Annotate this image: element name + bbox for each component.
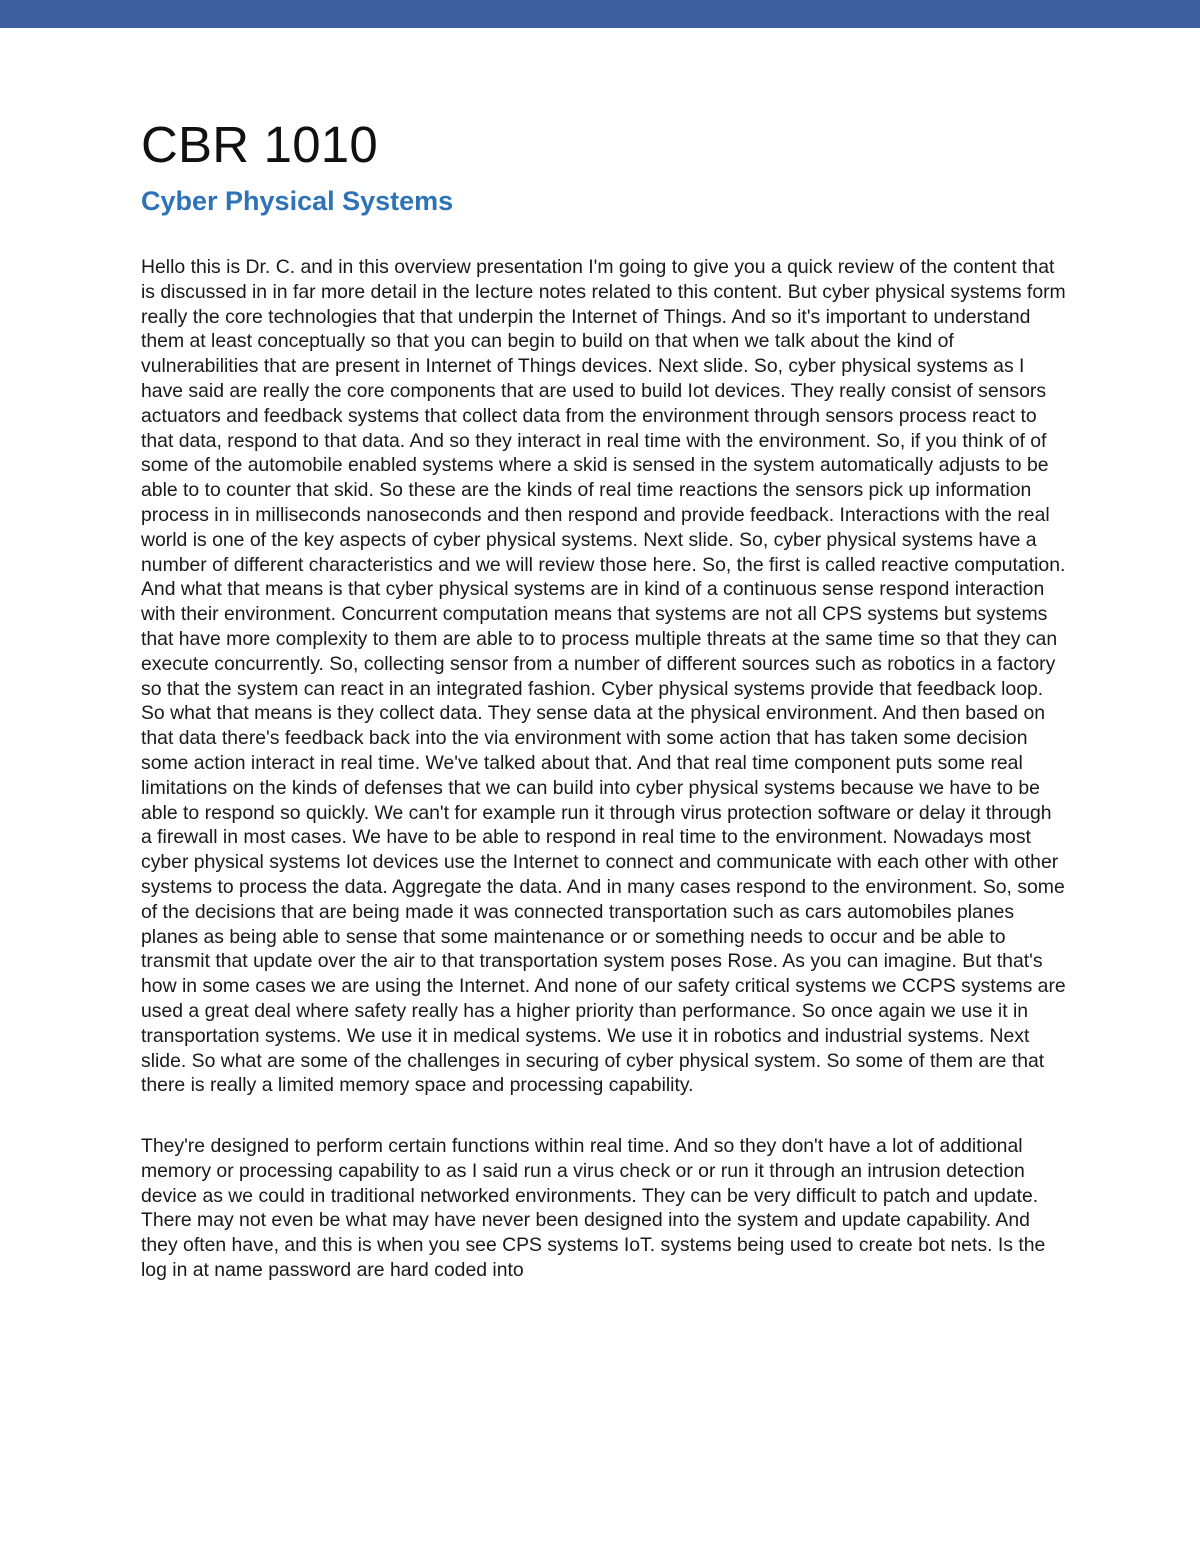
- document-title: CBR 1010: [141, 116, 378, 173]
- header-band: [0, 0, 1200, 28]
- document-subtitle: Cyber Physical Systems: [141, 186, 454, 216]
- body-paragraph-2: They're designed to perform certain functions within real time. And so they don't have a lot of additional memory or processing capability to as I said run a virus check or or run it through an intrusion detection device as we could in traditional networked environments. They can be very difficult to patch and update. There may not even be what may have never been designed into the system and update capability. And they often have, and this is when you see CPS systems IoT. systems being used to create bot nets. Is the log in at name password are hard coded into: [141, 1135, 1046, 1282]
- document-content: [141, 112, 1066, 1283]
- body-paragraph-1: Hello this is Dr. C. and in this overview presentation I'm going to give you a quick review of the content that is discussed in in far more detail in the lecture notes related to this content. But cyber physical systems form really the core technologies that that underpin the Internet of Things. And so it's important to understand them at least conceptually so that you can begin to build on that when we talk about the kind of vulnerabilities that are present in Internet of Things devices. Next slide. So, cyber physical systems as I have said are really the core components that are used to build Iot devices. They really consist of sensors actuators and feedback systems that collect data from the environment through sensors process react to that data, respond to that data. And so they interact in real time with the environment. So, if you think of of some of the automobile enabled systems where a skid is sensed in the system automatically adjusts to be able to to counter that skid. So these are the kinds of real time reactions the sensors pick up information process in in milliseconds nanoseconds and then respond and provide feedback. Interactions with the real world is one of the key aspects of cyber physical systems. Next slide. So, cyber physical systems have a number of different characteristics and we will review those here. So, the first is called reactive computation. And what that means is that cyber physical systems are in kind of a continuous sense respond interaction with their environment. Concurrent computation means that systems are not all CPS systems but systems that have more complexity to them are able to to process multiple threats at the same time so that they can execute concurrently. So, collecting sensor from a number of different sources such as robotics in a factory so that the system can react in an integrated fashion. Cyber physical systems provide that feedback loop. So what that means is they collect data. They sense data at the physical environment. And then based on that data there's feedback back into the via environment with some action that has taken some decision some action interact in real time. We've talked about that. And that real time component puts some real limitations on the kinds of defenses that we can build into cyber physical systems because we have to be able to respond so quickly. We can't for example run it through virus protection software or delay it through a firewall in most cases. We have to be able to respond in real time to the environment. Nowadays most cyber physical systems Iot devices use the Internet to connect and communicate with each other with other systems to process the data. Aggregate the data. And in many cases respond to the environment. So, some of the decisions that are being made it was connected transportation such as cars automobiles planes planes as being able to sense that some maintenance or or something needs to occur and be able to transmit that update over the air to that transportation system poses Rose. As you can imagine. But that's how in some cases we are using the Internet. And none of our safety critical systems we CCPS systems are used a great deal where safety really has a higher priority than performance. So once again we use it in transportation systems. We use it in medical systems. We use it in robotics and industrial systems. Next slide. So what are some of the challenges in securing of cyber physical system. So some of them are that there is really a limited memory space and processing capability.: [141, 256, 1066, 1097]
